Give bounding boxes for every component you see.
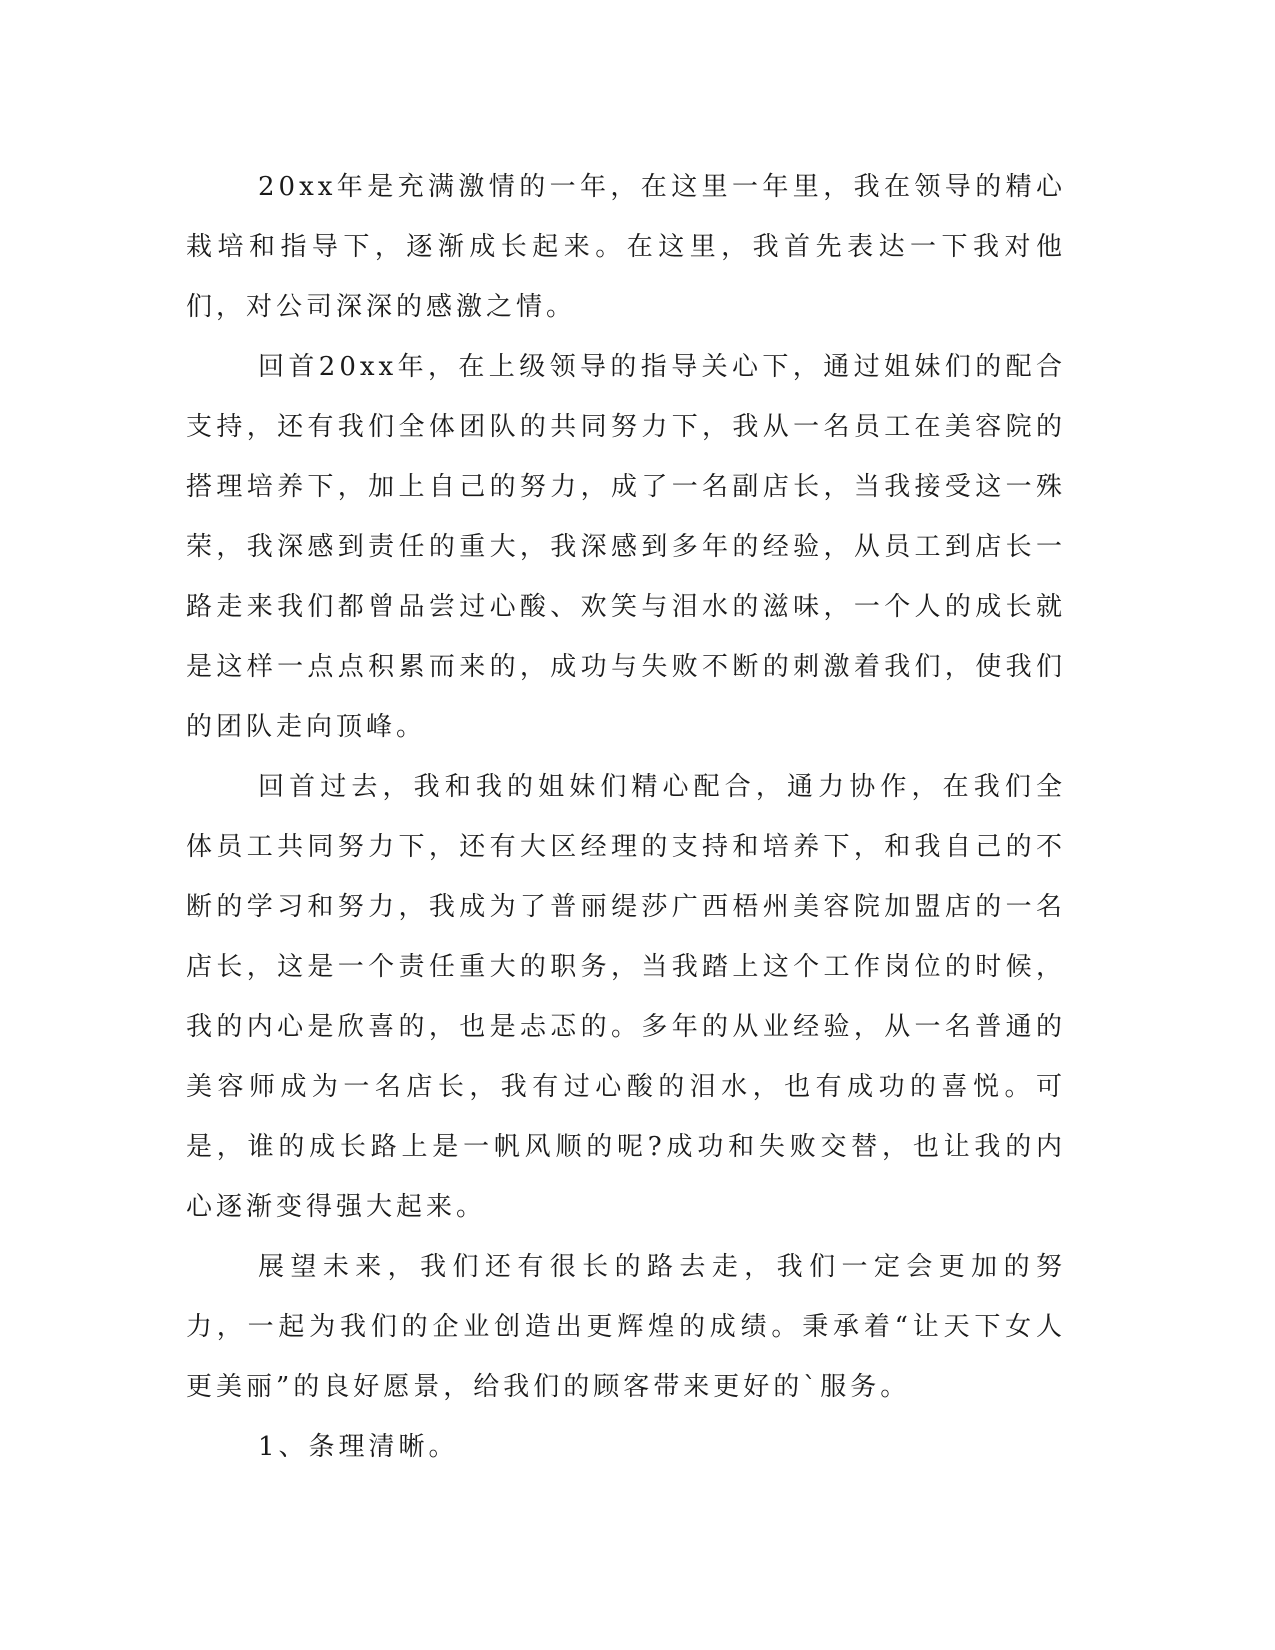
paragraph-1: 20xx年是充满激情的一年，在这里一年里，我在领导的精心栽培和指导下，逐渐成长起来。在这里，我首先表达一下我对他们，对公司深深的感激之情。 [186, 172, 1066, 322]
paragraph-5: 1、条理清晰。 [258, 1432, 459, 1462]
paragraph-2: 回首20xx年，在上级领导的指导关心下，通过姐妹们的配合支持，还有我们全体团队的共同努力下，我从一名员工在美容院的搭理培养下，加上自己的努力，成了一名副店长，当我接受这一殊荣，我深感到责任的重大，我深感到多年的经验，从员工到店长一路走来我们都曾品尝过心酸、欢笑与泪水的滋味，一个人的成长就是这样一点点积累而来的，成功与失败不断的刺激着我们，使我们的团队走向顶峰。 [186, 352, 1066, 742]
document-body [186, 157, 1066, 1477]
paragraph-3: 回首过去，我和我的姐妹们精心配合，通力协作，在我们全体员工共同努力下，还有大区经理的支持和培养下，和我自己的不断的学习和努力，我成为了普丽缇莎广西梧州美容院加盟店的一名店长，这是一个责任重大的职务，当我踏上这个工作岗位的时候，我的内心是欣喜的，也是忐忑的。多年的从业经验，从一名普通的美容师成为一名店长，我有过心酸的泪水，也有成功的喜悦。可是，谁的成长路上是一帆风顺的呢?成功和失败交替，也让我的内心逐渐变得强大起来。 [186, 772, 1066, 1222]
paragraph-4: 展望未来，我们还有很长的路去走，我们一定会更加的努力，一起为我们的企业创造出更辉煌的成绩。秉承着“让天下女人更美丽”的良好愿景，给我们的顾客带来更好的`服务。 [186, 1252, 1066, 1402]
